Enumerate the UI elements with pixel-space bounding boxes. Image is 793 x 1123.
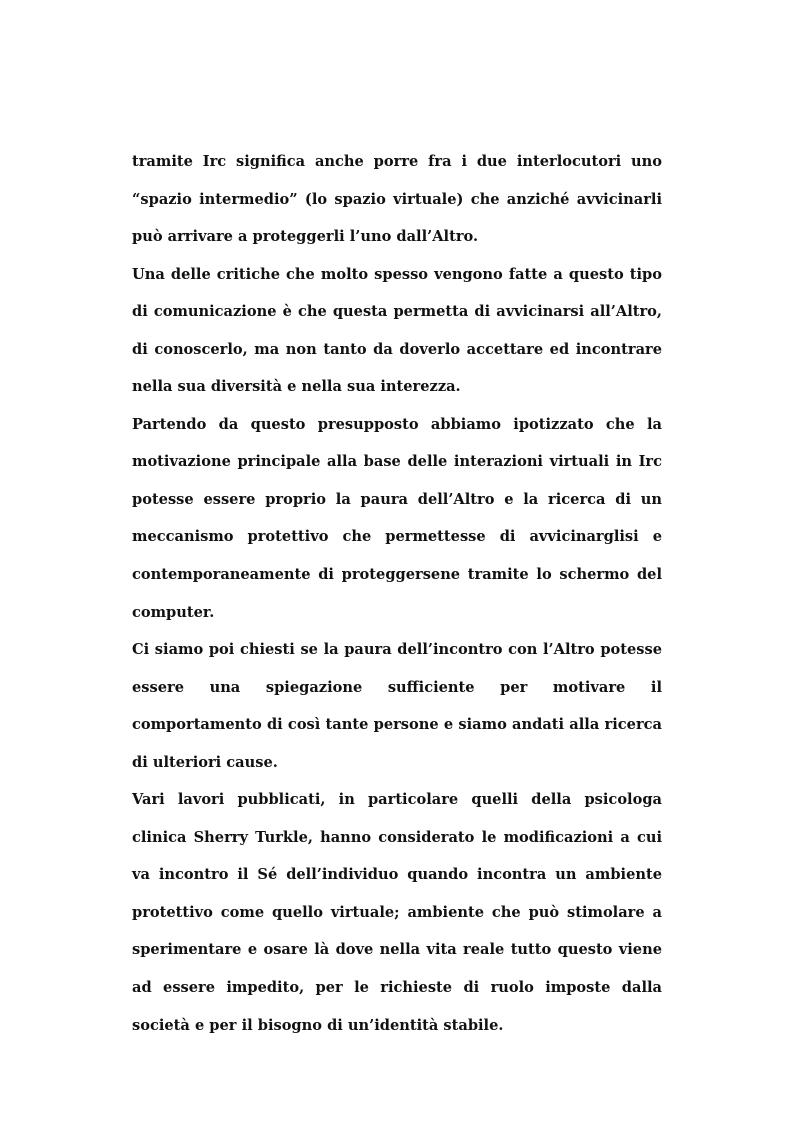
paragraph-2: Una delle critiche che molto spesso vengono fatte a questo tipo di comunicazione è che questa permetta di avvicinarsi all’Altro, di conoscerlo, ma non tanto da doverlo accettare ed incontrare nella sua diversità e nella sua interezza. xyxy=(132,265,662,396)
paragraph-3: Partendo da questo presupposto abbiamo ipotizzato che la motivazione principale alla base delle interazioni virtuali in Irc potesse essere proprio la paura dell’Altro e la ricerca di un meccanismo protettivo che permettesse di avvicinarglisi e contemporaneamente di proteggersene tramite lo schermo del computer. xyxy=(132,415,662,621)
body-text xyxy=(132,143,662,1044)
paragraph-5: Vari lavori pubblicati, in particolare quelli della psicologa clinica Sherry Turkle, hanno considerato le modificazioni a cui va incontro il Sé dell’individuo quando incontra un ambiente protettivo come quello virtuale; ambiente che può stimolare a sperimentare e osare là dove nella vita reale tutto questo viene ad essere impedito, per le richieste di ruolo imposte dalla società e per il bisogno di un’identità stabile. xyxy=(132,791,662,1034)
paragraph-4: Ci siamo poi chiesti se la paura dell’incontro con l’Altro potesse essere una spiegazione sufficiente per motivare il comportamento di così tante persone e siamo andati alla ricerca di ulteriori cause. xyxy=(132,641,662,771)
paragraph-1: tramite Irc significa anche porre fra i due interlocutori uno “spazio intermedio” (lo spazio virtuale) che anziché avvicinarli può arrivare a proteggerli l’uno dall’Altro. xyxy=(132,153,662,246)
